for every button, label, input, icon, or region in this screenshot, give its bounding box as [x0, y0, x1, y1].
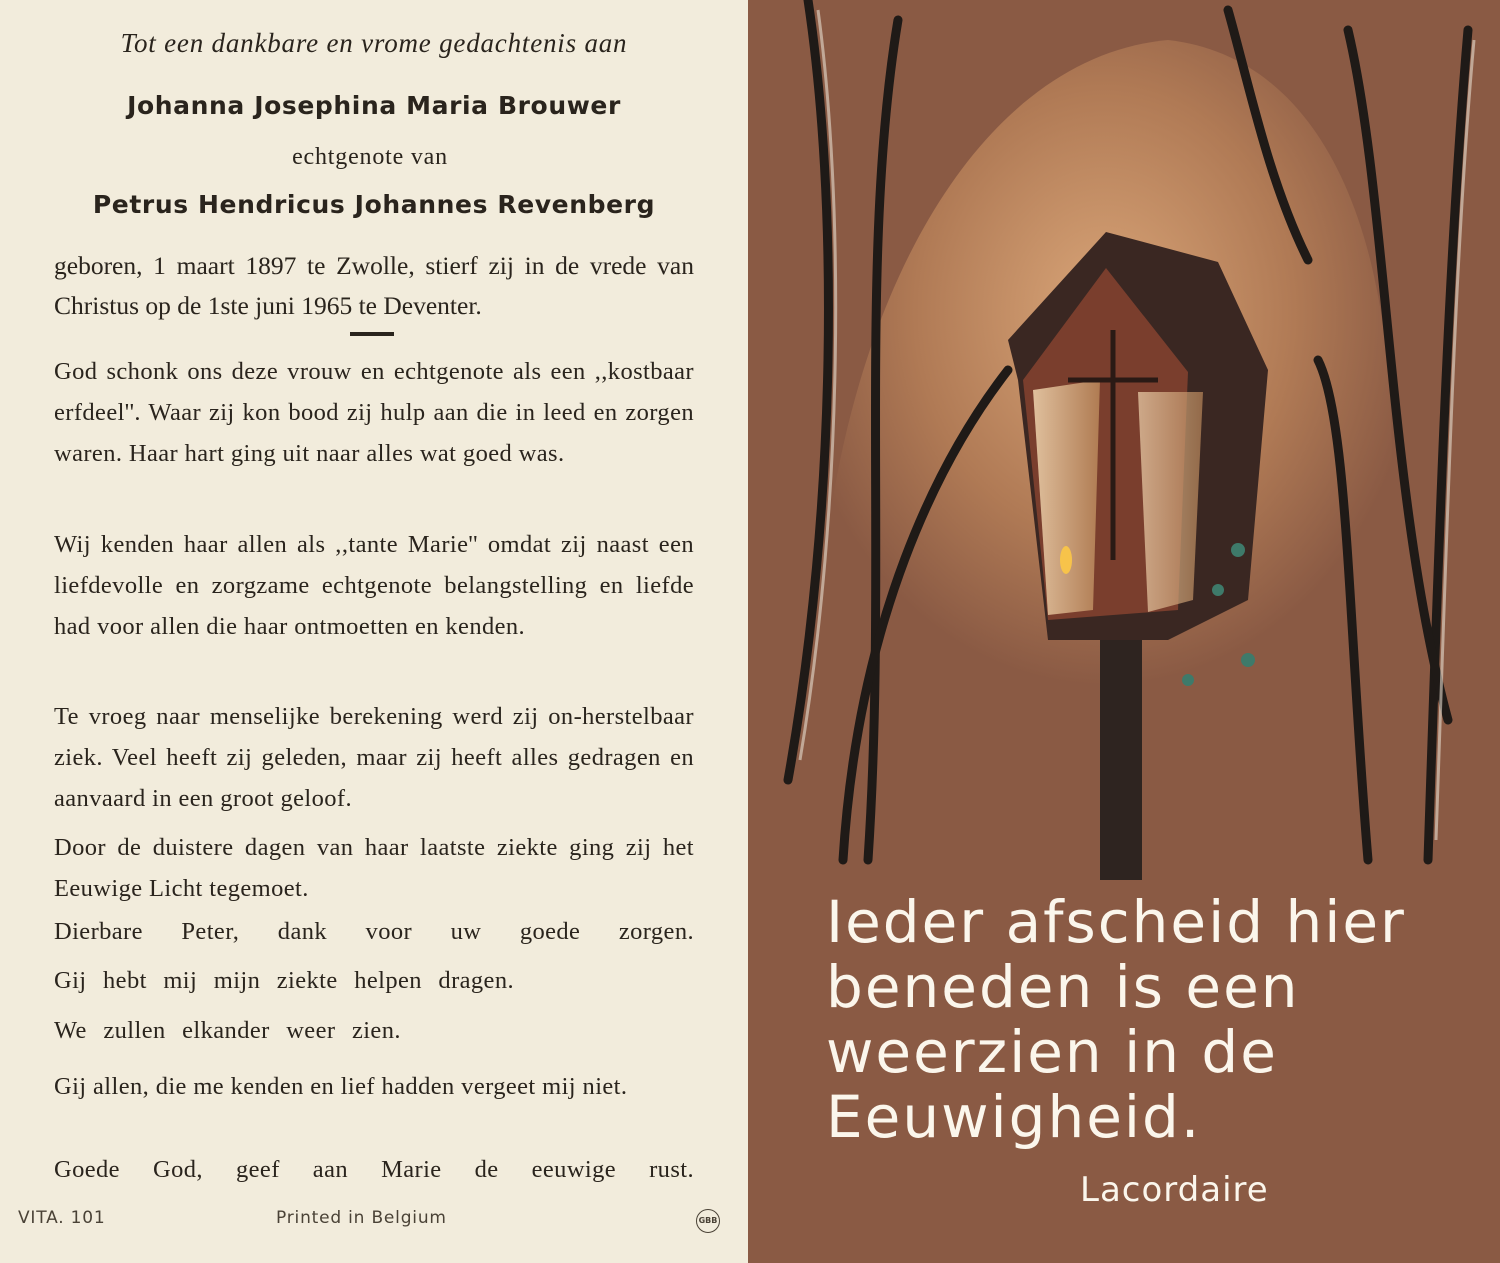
paragraph-1: God schonk ons deze vrouw en echtgenote als een ,,kostbaar erfdeel''. Waar zij kon bood zij hulp aan die in leed en zorgen waren. Haar hart ging uit naar alles wat goed was. [54, 358, 694, 467]
closing-line-1: Dierbare Peter, dank voor uw goede zorgen. [54, 918, 694, 945]
print-code: VITA. 101 [18, 1208, 106, 1228]
paragraph-2: Wij kenden haar allen als ,,tante Marie'' omdat zij naast een liefdevolle en zorgzame echtgenote belangstelling en liefde had voor allen die haar ontmoetten en kenden. [54, 531, 694, 640]
relation-line: echtgenote van [292, 144, 448, 170]
paragraph-4: Door de duistere dagen van haar laatste ziekte ging zij het Eeuwige Licht tegemoet. [54, 834, 694, 902]
birth-death-text: geboren, 1 maart 1897 te Zwolle, stierf zij in de vrede van Christus op de 1ste juni 1965 te Deventer. [54, 251, 694, 320]
shrine-post [1100, 600, 1142, 880]
separator-rule [350, 332, 394, 336]
closing-line-2: Gij hebt mij mijn ziekte helpen dragen. [54, 967, 515, 994]
closing-line-5: Goede God, geef aan Marie de eeuwige rust. [54, 1156, 694, 1183]
candle-flame [1060, 546, 1072, 574]
artwork-panel [748, 0, 1500, 1263]
shrine-light-panel-right [1138, 392, 1203, 612]
intro-line: Tot een dankbare en vrome gedachtenis aan [120, 28, 628, 58]
deceased-name: Johanna Josephina Maria Brouwer [127, 91, 621, 120]
quote-lettering: Ieder afscheid hier beneden is een weerzien in de Eeuwigheid. [826, 888, 1406, 1151]
quote-author: Lacordaire [1080, 1170, 1269, 1210]
paragraph-3: Te vroeg naar menselijke berekening werd zij on-herstelbaar ziek. Veel heeft zij geleden, maar zij heeft alles gedragen en aanvaard in een groot geloof. [54, 703, 694, 812]
printed-in-label: Printed in Belgium [276, 1208, 447, 1228]
spouse-name: Petrus Hendricus Johannes Revenberg [92, 190, 656, 219]
printer-logo: GBB [696, 1209, 720, 1233]
text-panel [0, 0, 748, 1263]
closing-line-4: Gij allen, die me kenden en lief hadden vergeet mij niet. [54, 1073, 628, 1100]
closing-line-3: We zullen elkander weer zien. [54, 1017, 401, 1044]
